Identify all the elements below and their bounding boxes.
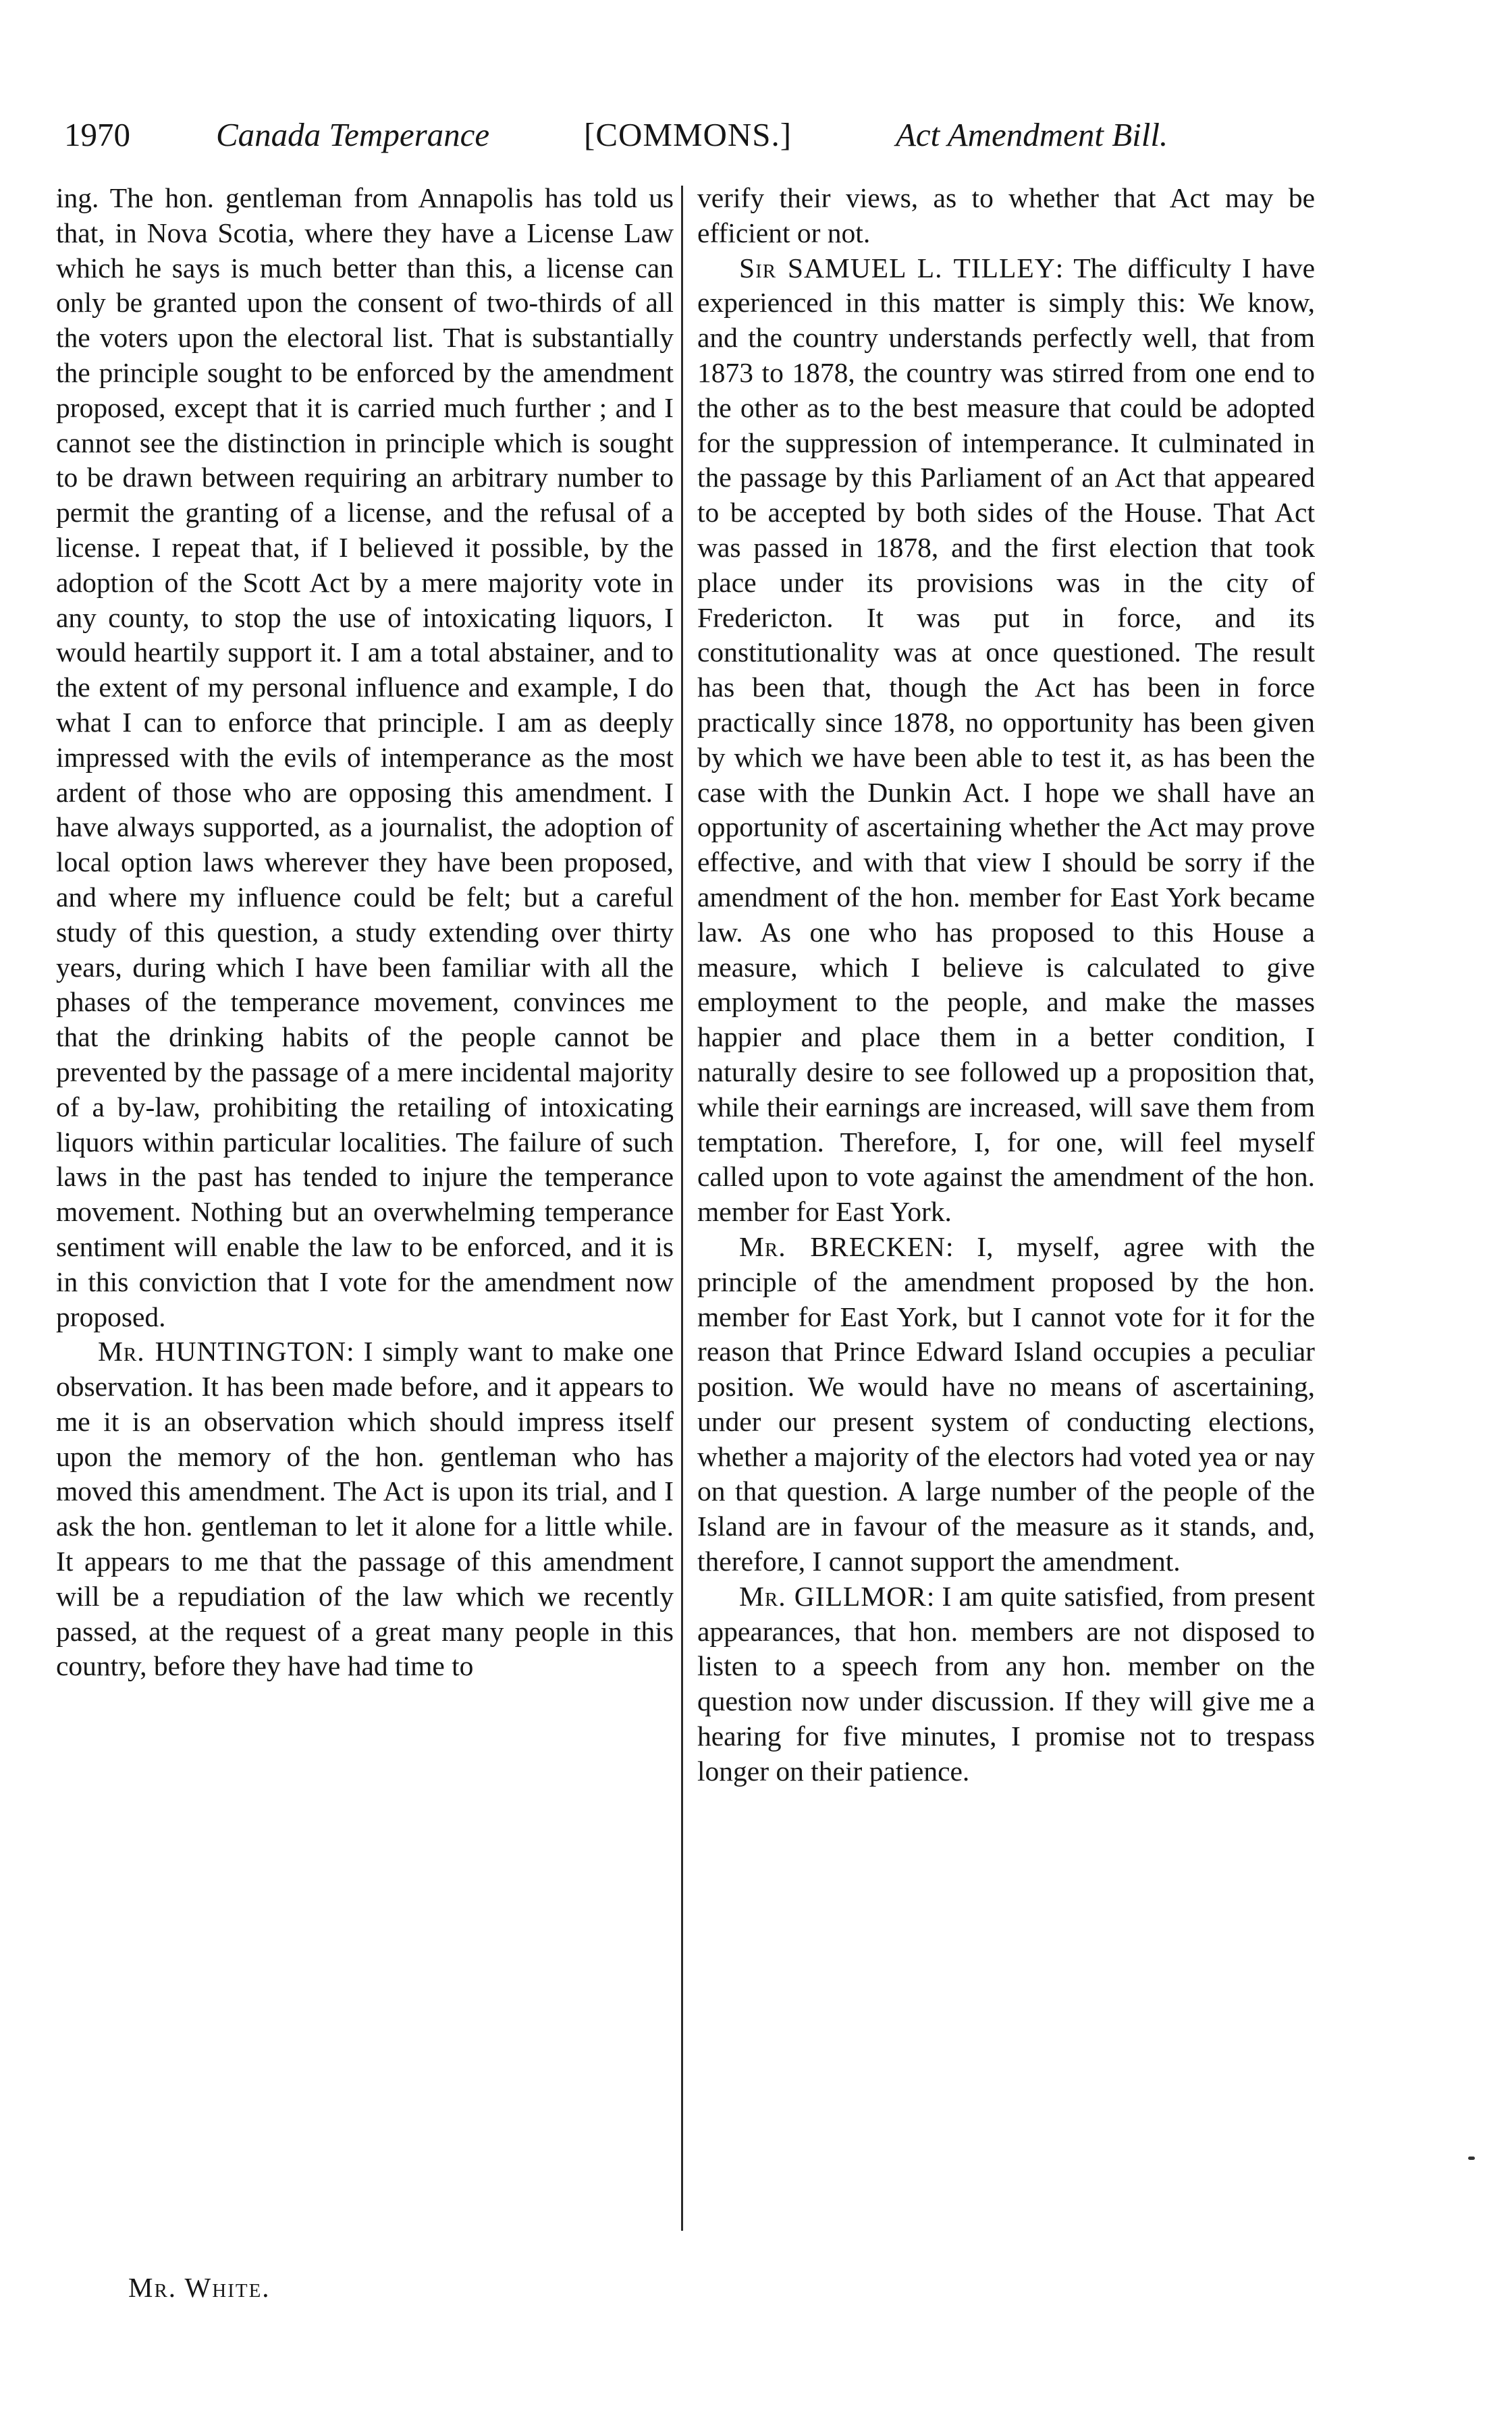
paragraph: verify their views, as to whether that Act may be efficient or not. (697, 182, 1315, 248)
header-left-title: Canada Temperance (216, 116, 490, 153)
right-column (697, 181, 1315, 1789)
speaker-name: Mr. BRECKEN (739, 1230, 946, 1262)
paragraph (56, 1334, 674, 1684)
speaker-name: Mr. HUNTINGTON (98, 1336, 347, 1367)
paragraph (697, 1230, 1315, 1579)
header-right-title: Act Amendment Bill. (896, 116, 1168, 153)
speaker-name: Mr. GILLMOR (739, 1580, 927, 1612)
paragraph: ing. The hon. gentleman from Annapolis has told us that, in Nova Scotia, where they have a License Law which he says is much better than this, a license can only be granted upon the consent of two-thirds of all the voters upon the electoral list. That is substantially the principle sought to be enforced by the amendment proposed, except that it is carried much further ; and I cannot see the distinction in principle which is sought to be drawn between requiring an arbitrary number to permit the granting of a license, and the refusal of a license. I repeat that, if I believed it possible, by the adoption of the Scott Act by a mere majority vote in any county, to stop the use of intoxicating liquors, I would heartily support it. I am a total abstainer, and to the extent of my personal influence and example, I do what I can to enforce that principle. I am as deeply impressed with the evils of intemperance as the most ardent of those who are opposing this amendment. I have always supported, as a journalist, the adoption of local option laws wherever they have been proposed, and where my influence could be felt; but a careful study of this question, a study extending over thirty years, during which I have been familiar with all the phases of the temperance movement, convinces me that the drinking habits of the people cannot be prevented by the passage of a mere incidental majority of a by-law, prohibiting the retailing of intoxicating liquors within particular localities. The failure of such laws in the past has tended to injure the temperance movement. Nothing but an overwhelming temperance sentiment will enable the law to be enforced, and it is in this conviction that I vote for the amendment now proposed. (56, 182, 674, 1332)
footer-signature: Mr. White. (128, 2272, 271, 2303)
header-center-title: [COMMONS.] (584, 116, 792, 153)
speech-text: : I am quite satisfied, from present appearances, that hon. members are not disposed to listen to a speech from any hon. member on the question now under discussion. If they will give me a hearing for five minutes, I promise not to trespass longer on their patience. (697, 1580, 1315, 1787)
paragraph (697, 1579, 1315, 1789)
speech-text: : I, myself, agree with the principle of the amendment proposed by the hon. member for East York, but I cannot vote for it for the reason that Prince Edward Island occupies a peculiar position. We would have no means of ascertaining, under our present system of conducting elections, whether a majority of the electors had voted yea or nay on that question. A large number of the people of the Island are in favour of the measure as it stands, and, therefore, I cannot support the amendment. (697, 1230, 1315, 1577)
speech-text: : The difficulty I have experienced in this matter is simply this: We know, and the country understands perfectly well, that from 1873 to 1878, the country was stirred from one end to the other as to the best measure that could be adopted for the suppression of intemperance. It culminated in the passage by this Parliament of an Act that appeared to be accepted by both sides of the House. That Act was passed in 1878, and the first election that took place under its provisions was in the city of Fredericton. It was put in force, and its constitutionality was at once questioned. The result has been that, though the Act has been in force practically since 1878, no opportunity has been given by which we have been able to test it, as has been the case with the Dunkin Act. I hope we shall have an opportunity of ascertaining whether the Act may prove effective, and with that view I should be sorry if the amendment of the hon. member for East York became law. As one who has proposed to this House a measure, which I believe is calculated to give employment to the people, and make the masses happier and place them in a better condition, I naturally desire to see followed up a proposition that, while their earnings are increased, will save them from temptation. Therefore, I, for one, will feel myself called upon to vote against the amendment of the hon. member for East York. (697, 252, 1316, 1228)
speech-text: : I simply want to make one observation. It has been made before, and it appears to me it is an observation which should impress itself upon the memory of the hon. gentleman who has moved this amendment. The Act is upon its trial, and I ask the hon. gentleman to let it alone for a little while. It appears to me that the passage of this amendment will be a repudiation of the law which we recently passed, at the request of a great many people in this country, before they have had time to (56, 1336, 674, 1682)
page-number: 1970 (64, 116, 130, 153)
margin-mark (1468, 2157, 1475, 2160)
column-divider (681, 186, 683, 2231)
speaker-name: Sir SAMUEL L. TILLEY (739, 252, 1056, 283)
running-header (64, 111, 1421, 159)
paragraph (697, 251, 1315, 1230)
left-column (56, 181, 674, 1684)
